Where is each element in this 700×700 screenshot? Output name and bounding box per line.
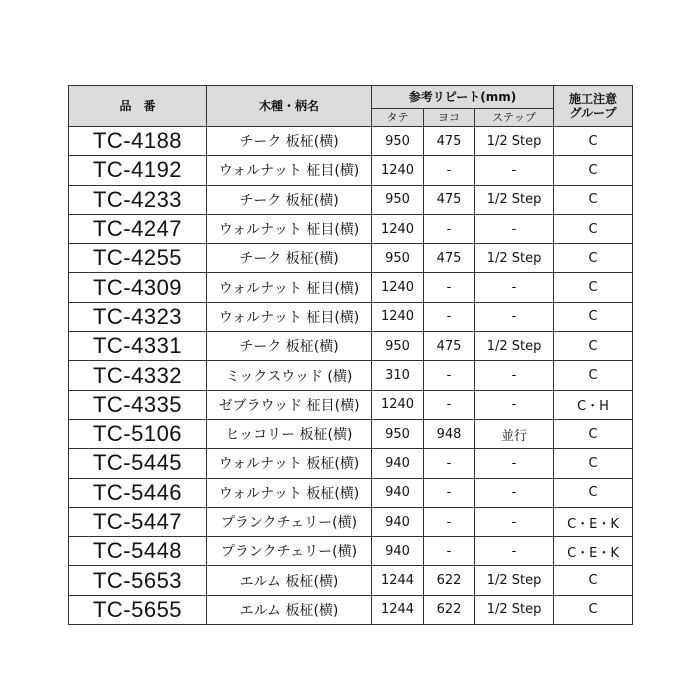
cell-product-code: TC-4188 [69,127,207,156]
cell-repeat-tate: 1244 [372,566,424,595]
cell-product-code: TC-5653 [69,566,207,595]
cell-product-code: TC-4323 [69,302,207,331]
cell-repeat-tate: 940 [372,507,424,536]
product-spec-table [68,85,633,625]
cell-product-code: TC-4233 [69,185,207,214]
cell-wood-pattern: プランクチェリー(横) [207,507,372,536]
cell-repeat-yoko: 622 [424,566,475,595]
cell-product-code: TC-4247 [69,214,207,243]
table-body [69,127,633,625]
cell-repeat-tate: 950 [372,332,424,361]
cell-wood-pattern: エルム 板柾(横) [207,595,372,624]
table-row [69,127,633,156]
cell-repeat-yoko: 475 [424,244,475,273]
cell-repeat-tate: 1240 [372,273,424,302]
table-row [69,244,633,273]
header-notes-line1: 施工注意 [569,92,618,106]
cell-wood-pattern: プランクチェリー(横) [207,537,372,566]
table-row [69,478,633,507]
table-row [69,273,633,302]
cell-repeat-tate: 950 [372,419,424,448]
cell-product-code: TC-5448 [69,537,207,566]
cell-repeat-yoko: - [424,449,475,478]
cell-repeat-tate: 1240 [372,390,424,419]
cell-repeat-yoko: - [424,156,475,185]
cell-repeat-step: - [475,361,554,390]
header-repeat-yoko: ヨコ [424,109,475,127]
cell-repeat-step: 1/2 Step [475,332,554,361]
cell-repeat-step: - [475,302,554,331]
cell-wood-pattern: ウォルナット 板柾(横) [207,478,372,507]
cell-product-code: TC-4335 [69,390,207,419]
cell-repeat-yoko: - [424,302,475,331]
header-notes-line2: グループ [569,106,617,120]
cell-repeat-tate: 940 [372,478,424,507]
table-row [69,390,633,419]
cell-repeat-tate: 1240 [372,156,424,185]
cell-wood-pattern: ミックスウッド (横) [207,361,372,390]
table-row [69,419,633,448]
cell-repeat-step: - [475,537,554,566]
cell-repeat-yoko: - [424,478,475,507]
cell-product-code: TC-4255 [69,244,207,273]
cell-wood-pattern: チーク 板柾(横) [207,244,372,273]
cell-notes-group: C [554,214,633,243]
cell-product-code: TC-5655 [69,595,207,624]
table-row [69,332,633,361]
cell-repeat-tate: 1240 [372,214,424,243]
table-header [69,86,633,127]
header-repeat: 参考リピート(mm) [372,86,554,109]
table-row [69,507,633,536]
cell-repeat-yoko: - [424,507,475,536]
table-row [69,361,633,390]
table-row [69,156,633,185]
cell-repeat-step: - [475,449,554,478]
cell-product-code: TC-4332 [69,361,207,390]
cell-wood-pattern: ウォルナット 柾目(横) [207,214,372,243]
cell-repeat-step: 1/2 Step [475,127,554,156]
cell-notes-group: C [554,478,633,507]
cell-repeat-step: 並行 [475,419,554,448]
cell-product-code: TC-4331 [69,332,207,361]
cell-wood-pattern: チーク 板柾(横) [207,185,372,214]
header-wood-pattern: 木種・柄名 [207,86,372,127]
cell-notes-group: C・E・K [554,537,633,566]
cell-repeat-step: 1/2 Step [475,566,554,595]
cell-repeat-tate: 310 [372,361,424,390]
cell-wood-pattern: ウォルナット 柾目(横) [207,156,372,185]
cell-repeat-yoko: 622 [424,595,475,624]
cell-repeat-yoko: - [424,390,475,419]
cell-product-code: TC-5447 [69,507,207,536]
cell-wood-pattern: チーク 板柾(横) [207,332,372,361]
cell-repeat-step: 1/2 Step [475,185,554,214]
cell-product-code: TC-4309 [69,273,207,302]
cell-repeat-step: - [475,507,554,536]
cell-repeat-step: - [475,478,554,507]
cell-repeat-step: - [475,273,554,302]
cell-repeat-yoko: - [424,361,475,390]
cell-repeat-step: - [475,390,554,419]
cell-wood-pattern: ウォルナット 柾目(横) [207,273,372,302]
table-row [69,595,633,624]
cell-repeat-tate: 940 [372,449,424,478]
cell-repeat-tate: 1240 [372,302,424,331]
cell-notes-group: C [554,244,633,273]
cell-notes-group: C・H [554,390,633,419]
cell-repeat-yoko: 475 [424,127,475,156]
cell-repeat-step: - [475,214,554,243]
cell-notes-group: C [554,419,633,448]
cell-repeat-yoko: - [424,537,475,566]
cell-repeat-tate: 950 [372,127,424,156]
table-row [69,185,633,214]
cell-wood-pattern: エルム 板柾(横) [207,566,372,595]
cell-wood-pattern: ウォルナット 柾目(横) [207,302,372,331]
header-notes-group [554,86,633,127]
cell-notes-group: C [554,332,633,361]
cell-repeat-yoko: 475 [424,185,475,214]
header-product-code: 品 番 [69,86,207,127]
cell-notes-group: C [554,595,633,624]
header-repeat-tate: タテ [372,109,424,127]
cell-repeat-tate: 1244 [372,595,424,624]
cell-repeat-step: 1/2 Step [475,244,554,273]
cell-product-code: TC-4192 [69,156,207,185]
cell-repeat-tate: 950 [372,244,424,273]
table-row [69,214,633,243]
cell-notes-group: C [554,302,633,331]
cell-notes-group: C [554,361,633,390]
cell-product-code: TC-5446 [69,478,207,507]
table-row [69,566,633,595]
table-row [69,449,633,478]
cell-repeat-tate: 940 [372,537,424,566]
cell-notes-group: C [554,127,633,156]
cell-notes-group: C [554,156,633,185]
cell-wood-pattern: ヒッコリー 板柾(横) [207,419,372,448]
cell-notes-group: C [554,273,633,302]
cell-repeat-yoko: - [424,273,475,302]
cell-notes-group: C [554,566,633,595]
cell-repeat-yoko: - [424,214,475,243]
cell-repeat-tate: 950 [372,185,424,214]
cell-notes-group: C [554,185,633,214]
cell-notes-group: C・E・K [554,507,633,536]
cell-notes-group: C [554,449,633,478]
cell-product-code: TC-5106 [69,419,207,448]
cell-wood-pattern: チーク 板柾(横) [207,127,372,156]
cell-repeat-step: 1/2 Step [475,595,554,624]
table-row [69,537,633,566]
cell-wood-pattern: ゼブラウッド 柾目(横) [207,390,372,419]
table-row [69,302,633,331]
header-repeat-step: ステップ [475,109,554,127]
cell-repeat-yoko: 475 [424,332,475,361]
cell-repeat-yoko: 948 [424,419,475,448]
cell-wood-pattern: ウォルナット 板柾(横) [207,449,372,478]
cell-repeat-step: - [475,156,554,185]
cell-product-code: TC-5445 [69,449,207,478]
